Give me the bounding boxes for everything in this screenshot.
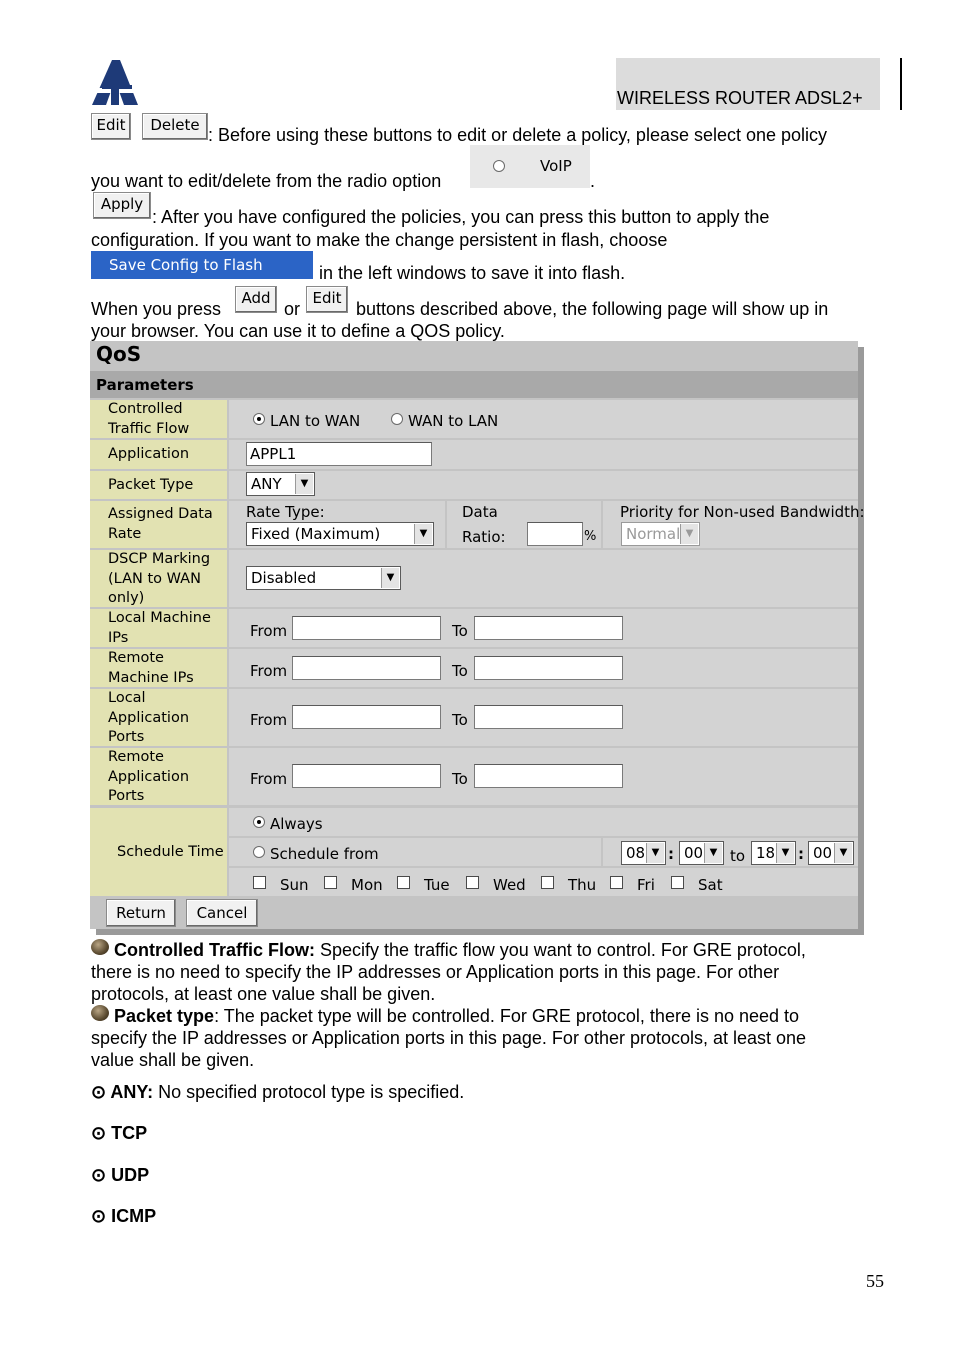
cancel-button[interactable]: Cancel [186, 899, 258, 927]
label-line: Local Machine [108, 610, 211, 626]
from-label: From [250, 662, 288, 680]
any-text: No specified protocol type is specified. [158, 1082, 465, 1102]
priority-select[interactable] [621, 522, 700, 546]
edit-button-2[interactable]: Edit [306, 286, 348, 313]
end-minute-value: 00 [813, 844, 833, 862]
apply-button[interactable]: Apply [93, 192, 151, 219]
always-radio[interactable] [253, 816, 265, 828]
day-checkbox-mon[interactable] [324, 876, 337, 889]
local-port-to-input[interactable] [474, 705, 623, 729]
ctf-paragraph-line1 [114, 939, 806, 961]
day-checkbox-sun[interactable] [253, 876, 266, 889]
remote-ip-from-input[interactable] [292, 656, 441, 680]
label-line: Local [108, 690, 146, 706]
label-line: Application [108, 768, 190, 785]
voip-radio-option[interactable] [470, 145, 590, 188]
packet-type-select[interactable] [246, 472, 315, 496]
label-line: Controlled [108, 401, 183, 417]
to-label: To [452, 770, 468, 788]
bullet-icon [91, 939, 109, 955]
intro-line2-end: . [590, 171, 596, 191]
label-application: Application [90, 440, 227, 469]
from-label: From [250, 622, 288, 640]
label-packet-type: Packet Type [90, 471, 227, 499]
from-label: From [250, 711, 288, 729]
lan-to-wan-label: LAN to WAN [270, 412, 361, 430]
voip-label: VoIP [540, 157, 572, 175]
tcp-item: ⊙ TCP [91, 1123, 148, 1143]
intro-line6-a: When you press [91, 299, 222, 319]
local-port-from-input[interactable] [292, 705, 441, 729]
chevron-down-icon: ▼ [776, 843, 794, 863]
day-checkbox-sat[interactable] [671, 876, 684, 889]
label-schedule: Schedule Time [90, 808, 227, 896]
end-hour-select[interactable] [751, 841, 796, 865]
remote-ip-to-input[interactable] [474, 656, 623, 680]
intro-line1: : Before using these buttons to edit or delete a policy, please select one policy [208, 125, 828, 145]
schedule-from-label: Schedule from [270, 845, 379, 863]
rate-type-select[interactable] [246, 522, 434, 546]
label-line: only) [108, 590, 145, 606]
label-line: Remote [108, 749, 164, 765]
day-label-mon: Mon [351, 876, 383, 894]
always-label: Always [270, 815, 323, 833]
label-line: Remote [108, 650, 164, 666]
voip-radio[interactable] [493, 160, 505, 172]
page-number: 55 [866, 1271, 884, 1291]
label-traffic-flow [90, 400, 227, 438]
local-ip-from-input[interactable] [292, 616, 441, 640]
label-line: Traffic Flow [108, 420, 190, 437]
pt-paragraph-line1 [114, 1005, 799, 1027]
parameters-heading: Parameters [96, 376, 194, 394]
day-checkbox-fri[interactable] [610, 876, 623, 889]
remote-port-to-input[interactable] [474, 764, 623, 788]
lan-to-wan-radio[interactable] [253, 413, 265, 425]
time-colon: : [668, 845, 674, 863]
time-colon: : [798, 845, 804, 863]
header-title: WIRELESS ROUTER ADSL2+ [617, 88, 863, 108]
ratio-input[interactable] [527, 522, 583, 546]
bullet-icon [91, 1005, 109, 1021]
start-hour-value: 08 [626, 844, 646, 862]
to-label: To [452, 622, 468, 640]
ctf-title: Controlled Traffic Flow: [114, 940, 315, 960]
label-data-rate [90, 501, 227, 548]
label-line: Assigned Data [108, 506, 213, 522]
chevron-down-icon: ▼ [414, 524, 432, 544]
label-line: Ports [108, 788, 145, 804]
intro-line3: : After you have configured the policies, you can press this button to apply the [152, 207, 770, 227]
start-minute-value: 00 [684, 844, 704, 862]
time-to-label: to [730, 847, 746, 865]
label-dscp [90, 550, 227, 607]
day-checkbox-tue[interactable] [397, 876, 410, 889]
day-label-fri: Fri [637, 876, 655, 894]
rate-type-value: Fixed (Maximum) [251, 525, 381, 543]
label-line: Application [108, 709, 190, 726]
packet-type-value: ANY [251, 475, 282, 493]
label-line: IPs [108, 629, 129, 646]
rate-type-label: Rate Type: [246, 503, 325, 521]
label-line: Rate [108, 525, 142, 542]
chevron-down-icon: ▼ [680, 524, 698, 544]
day-label-sat: Sat [698, 876, 723, 894]
dscp-select[interactable] [246, 566, 401, 590]
label-remote-ports [90, 748, 227, 805]
day-label-wed: Wed [493, 876, 526, 894]
icmp-item: ⊙ ICMP [91, 1206, 157, 1226]
label-line: Ports [108, 729, 145, 745]
schedule-from-radio[interactable] [253, 846, 265, 858]
add-button[interactable]: Add [235, 286, 277, 313]
any-item [91, 1081, 464, 1103]
label-local-ports [90, 689, 227, 746]
start-minute-select[interactable] [679, 841, 724, 865]
label-line: DSCP Marking [108, 551, 211, 567]
intro-line6-b: or [284, 299, 301, 319]
qos-title: QoS [96, 342, 142, 366]
ctf-line3: protocols, at least one value shall be given. [91, 984, 436, 1004]
day-label-sun: Sun [280, 876, 309, 894]
ctf-line2: there is no need to specify the IP addresses or Application ports in this page. For other [91, 962, 780, 982]
day-checkbox-thu[interactable] [541, 876, 554, 889]
ratio-label: Ratio: [462, 528, 506, 546]
header-rule [900, 58, 902, 110]
udp-item: ⊙ UDP [91, 1165, 150, 1185]
local-ip-to-input[interactable] [474, 616, 623, 640]
parameters-bar [90, 371, 858, 398]
label-line: Machine IPs [108, 669, 194, 686]
application-input[interactable]: APPL1 [246, 442, 432, 466]
chevron-down-icon: ▼ [295, 474, 313, 494]
intro-line2: you want to edit/delete from the radio option [91, 171, 442, 191]
any-label: ⊙ ANY: [91, 1082, 154, 1102]
chevron-down-icon: ▼ [646, 843, 664, 863]
label-local-ips [90, 609, 227, 647]
day-label-thu: Thu [568, 876, 597, 894]
delete-button[interactable]: Delete [142, 113, 208, 140]
pt-title: Packet type [114, 1006, 215, 1026]
end-minute-select[interactable] [808, 841, 854, 865]
edit-button[interactable]: Edit [91, 113, 131, 140]
label-remote-ips [90, 649, 227, 687]
to-label: To [452, 711, 468, 729]
save-config-flash-button[interactable]: Save Config to Flash [91, 251, 313, 279]
day-label-tue: Tue [424, 876, 450, 894]
wan-to-lan-radio[interactable] [391, 413, 403, 425]
intro-line4: configuration. If you want to make the change persistent in flash, choose [91, 230, 668, 250]
day-checkbox-wed[interactable] [466, 876, 479, 889]
chevron-down-icon: ▼ [704, 843, 722, 863]
pt-line2: specify the IP addresses or Application ports in this page. For other protocols, at least one [91, 1028, 807, 1048]
pt-line3: value shall be given. [91, 1050, 255, 1070]
label-line: (LAN to WAN [108, 570, 201, 587]
return-button[interactable]: Return [106, 899, 176, 927]
dscp-value: Disabled [251, 569, 317, 587]
schedule-always-cell [229, 808, 858, 836]
chevron-down-icon: ▼ [381, 568, 399, 588]
remote-port-from-input[interactable] [292, 764, 441, 788]
intro-line5: in the left windows to save it into flash. [319, 263, 626, 283]
priority-value: Normal [626, 525, 681, 543]
priority-label: Priority for Non-used Bandwidth: [620, 503, 865, 521]
ctf-text: Specify the traffic flow you want to control. For GRE protocol, [320, 940, 806, 960]
chevron-down-icon: ▼ [834, 843, 852, 863]
to-label: To [452, 662, 468, 680]
wan-to-lan-label: WAN to LAN [408, 412, 499, 430]
start-hour-select[interactable] [621, 841, 666, 865]
from-label: From [250, 770, 288, 788]
data-label: Data [462, 503, 498, 521]
brand-logo [90, 58, 140, 108]
intro-line7: your browser. You can use it to define a QOS policy. [91, 321, 505, 341]
packet-type-cell [229, 471, 858, 499]
pt-text: : The packet type will be controlled. For GRE protocol, there is no need to [214, 1006, 800, 1026]
intro-line6-c: buttons described above, the following page will show up in [356, 299, 829, 319]
percent-label: % [584, 529, 597, 544]
end-hour-value: 18 [756, 844, 776, 862]
